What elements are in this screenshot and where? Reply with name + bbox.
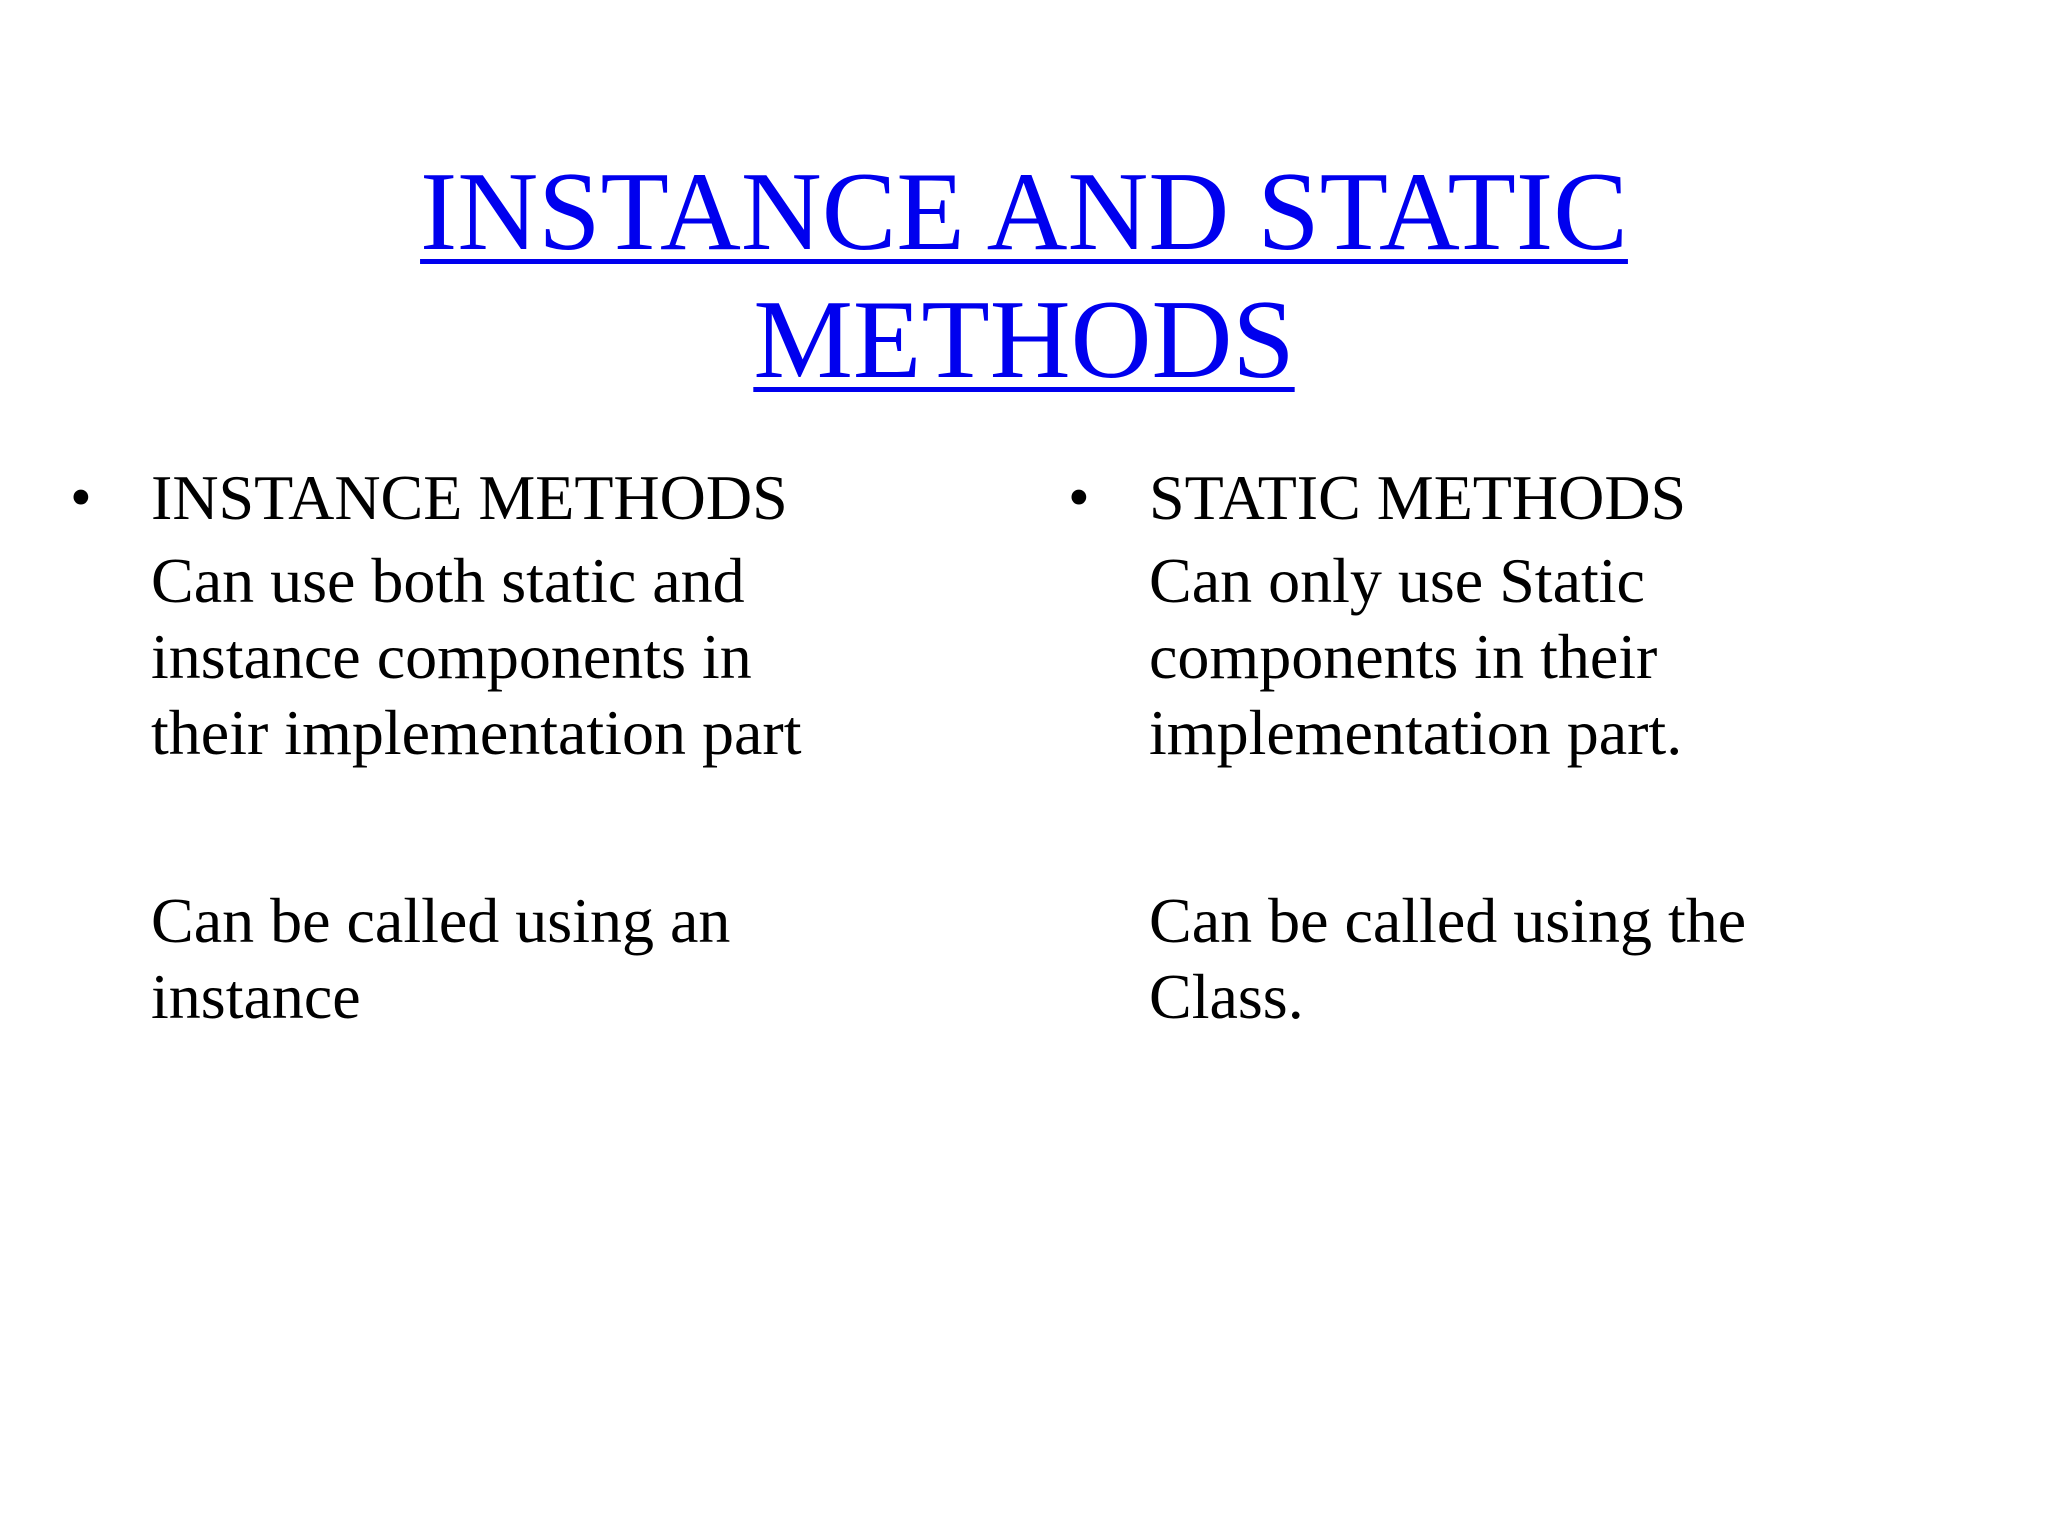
instance-methods-column [70,455,970,1035]
slide-title [0,148,2048,404]
static-methods-paragraph-1 [1149,543,1968,771]
text-line: Can use both static and [151,545,745,616]
text-line: Can be called using an [151,885,731,956]
paragraph-spacer [1068,771,1968,881]
static-methods-heading: STATIC METHODS [1149,462,1687,533]
bullet-icon: • [1068,464,1090,532]
title-line-2: METHODS [753,278,1295,402]
text-line: Can only use Static [1149,545,1645,616]
text-line: instance [151,961,361,1032]
paragraph-spacer [70,771,970,881]
text-line: implementation part. [1149,697,1683,768]
text-line: components in their [1149,621,1658,692]
instance-methods-heading: INSTANCE METHODS [151,462,788,533]
instance-methods-paragraph-2 [151,883,970,1035]
text-line: their implementation part [151,697,802,768]
text-line: Class. [1149,961,1304,1032]
slide-title-link[interactable] [0,148,2048,404]
static-methods-paragraph-2 [1149,883,1968,1035]
bullet-item-static-methods [1068,455,1968,541]
static-methods-column [1068,455,1968,1035]
text-line: instance components in [151,621,752,692]
bullet-icon: • [70,464,92,532]
title-line-1: INSTANCE AND STATIC [420,150,1628,274]
instance-methods-paragraph-1 [151,543,970,771]
bullet-item-instance-methods [70,455,970,541]
text-line: Can be called using the [1149,885,1747,956]
